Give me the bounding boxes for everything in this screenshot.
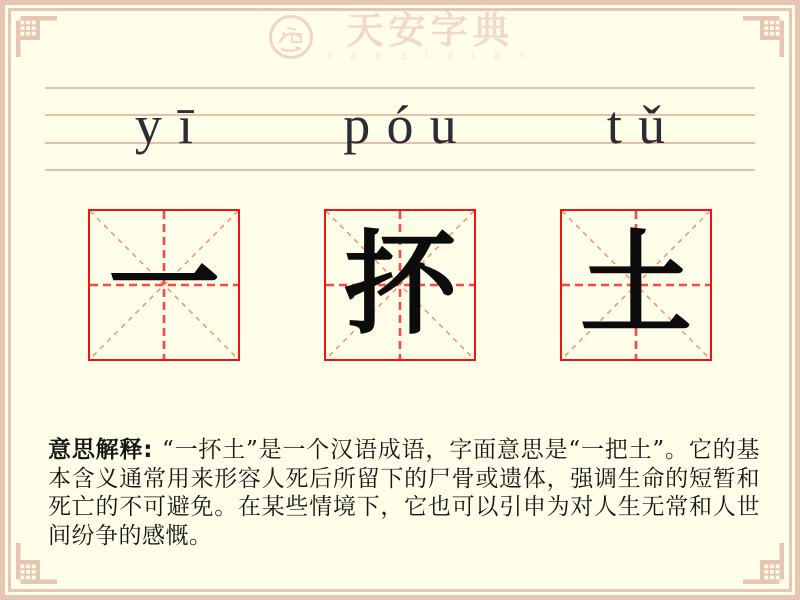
definition-label: 意思解释: — [48, 437, 153, 463]
logo-title: 天安字典 — [346, 8, 515, 52]
character-glyph: 土 — [580, 219, 692, 350]
character-glyph: 一 — [108, 219, 220, 350]
logo-subtitle: t a n z i d i a n — [328, 50, 533, 62]
definition-paragraph — [48, 436, 760, 550]
pinyin-row — [88, 97, 712, 153]
pinyin-syllable: tǔ — [606, 95, 682, 155]
definition-text: “一抔土”是一个汉语成语，字面意思是“一把土”。它的基本含义通常用来形容人死后所留下的尸骨或遗体，强调生命的短暂和死亡的不可避免。在某些情境下，它也可以引申为对人生无常和人世间纷争的感慨。 — [48, 437, 760, 549]
character-box — [560, 209, 712, 361]
character-box — [324, 209, 476, 361]
pinyin-guide-line — [45, 87, 755, 89]
character-glyph: 抔 — [344, 219, 456, 350]
logo — [0, 8, 800, 62]
pinyin-syllable: póu — [343, 95, 473, 155]
pinyin-guide-line — [45, 169, 755, 171]
logo-text — [328, 8, 533, 62]
seal-logo-icon — [267, 13, 315, 61]
character-row — [88, 209, 712, 361]
pinyin-syllable: yī — [134, 95, 210, 155]
character-box — [88, 209, 240, 361]
